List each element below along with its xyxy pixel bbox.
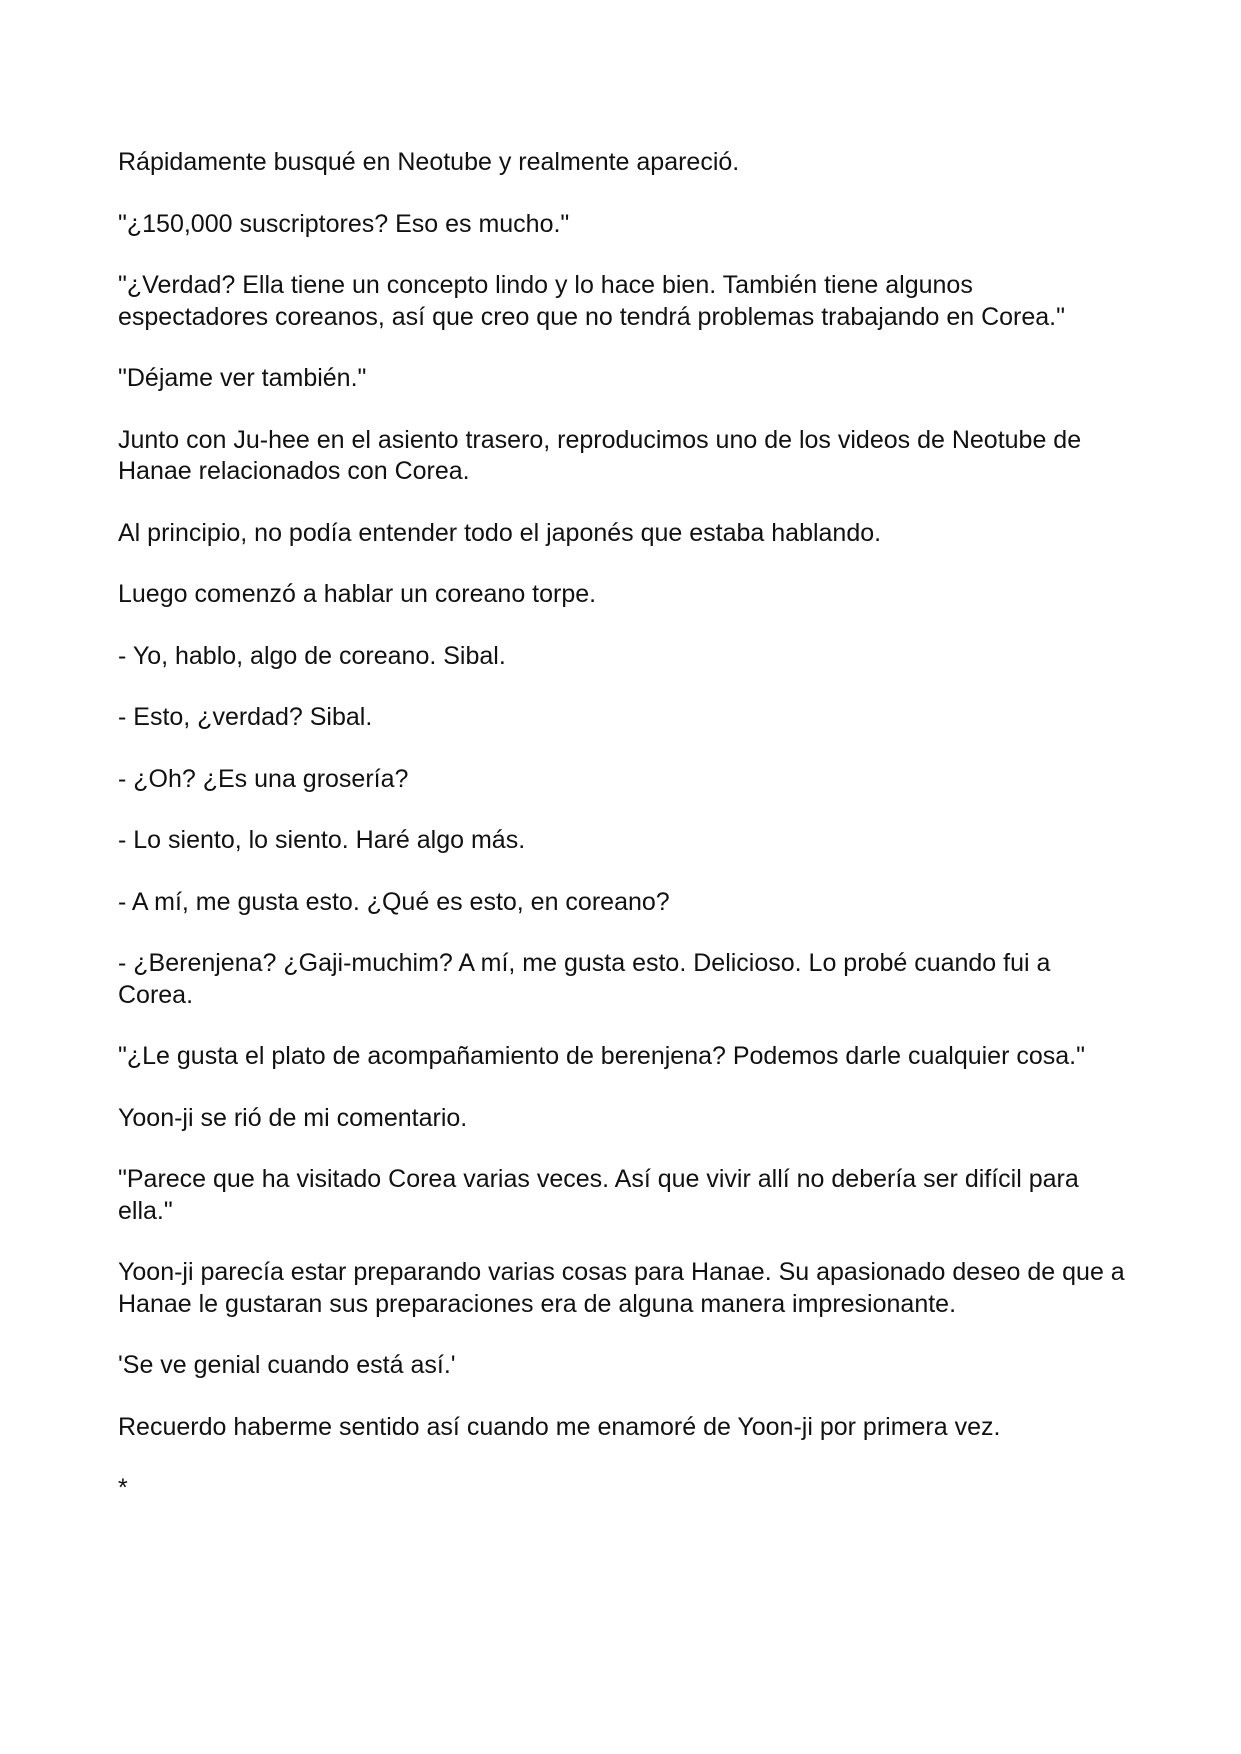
paragraph-9: - Esto, ¿verdad? Sibal. [118,703,373,731]
paragraph-19: Recuerdo haberme sentido así cuando me enamoré de Yoon-ji por primera vez. [118,1412,1001,1441]
document-body [118,147,1128,1535]
paragraph-17: Yoon-ji parecía estar preparando varias cosas para Hanae. Su apasionado deseo de que a Hanae le gustaran sus preparaciones era de alguna manera impresionante. [118,1258,1125,1318]
paragraph-2: "¿150,000 suscriptores? Eso es mucho." [118,209,570,238]
paragraph-7: Luego comenzó a hablar un coreano torpe. [118,580,597,608]
paragraph-5: Junto con Ju-hee en el asiento trasero, reproducimos uno de los videos de Neotube de Hanae relacionados con Corea. [118,425,1082,485]
paragraph-10: - ¿Oh? ¿Es una grosería? [118,764,409,793]
paragraph-8: - Yo, hablo, algo de coreano. Sibal. [118,641,506,670]
paragraph-18: 'Se ve genial cuando está así.' [118,1351,456,1379]
scene-break-asterisk: * [118,1474,128,1502]
paragraph-4: "Déjame ver también." [118,364,367,392]
paragraph-16: "Parece que ha visitado Corea varias veces. Así que vivir allí no debería ser difícil para ella." [118,1165,1079,1225]
paragraph-1: Rápidamente busqué en Neotube y realmente apareció. [118,148,740,176]
paragraph-14: "¿Le gusta el plato de acompañamiento de berenjena? Podemos darle cualquier cosa." [118,1042,1085,1070]
paragraph-6: Al principio, no podía entender todo el japonés que estaba hablando. [118,518,882,547]
paragraph-13: - ¿Berenjena? ¿Gaji-muchim? A mí, me gusta esto. Delicioso. Lo probé cuando fui a Corea. [118,949,1051,1009]
paragraph-12: - A mí, me gusta esto. ¿Qué es esto, en coreano? [118,887,670,916]
paragraph-3: "¿Verdad? Ella tiene un concepto lindo y lo hace bien. También tiene algunos espectadores coreanos, así que creo que no tendrá problemas trabajando en Corea." [118,271,1065,331]
paragraph-11: - Lo siento, lo siento. Haré algo más. [118,826,526,854]
paragraph-15: Yoon-ji se rió de mi comentario. [118,1103,468,1132]
